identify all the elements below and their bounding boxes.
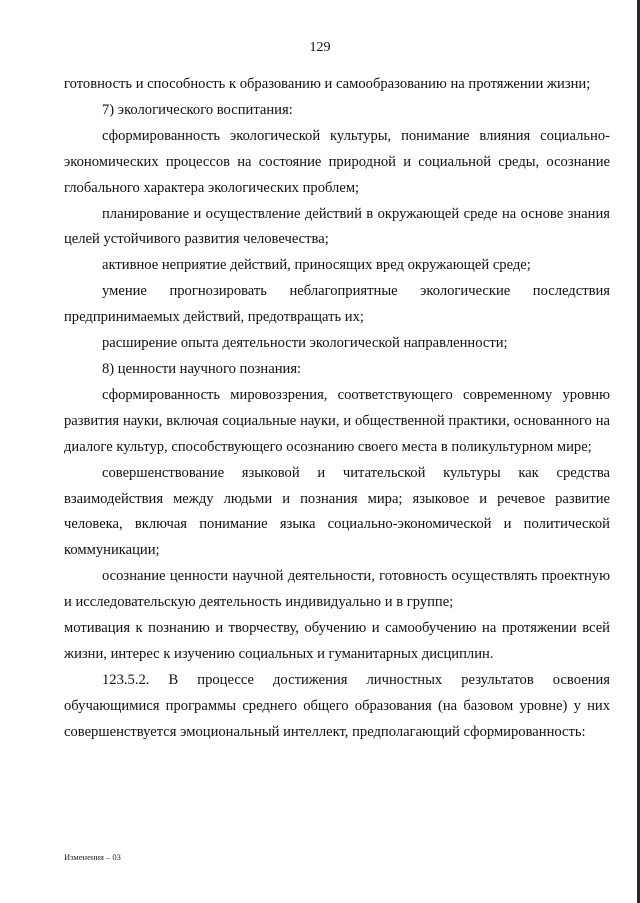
- paragraph-rejection-harm: активное неприятие действий, приносящих вред окружающей среде;: [102, 257, 531, 274]
- paragraph-ecological-culture: сформированность экологической культуры, понимание влияния социально-экономических процессов на состояние природной и социальной среды, осознание глобального характера экологических проблем;: [64, 127, 610, 196]
- paragraph-lifelong-learning: готовность и способность к образованию и самообразованию на протяжении жизни;: [64, 76, 591, 92]
- heading-ecological-education: 7) экологического воспитания:: [102, 101, 293, 118]
- page-number: 129: [309, 40, 331, 55]
- paragraph-section-123-5-2: 123.5.2. В процессе достижения личностных результатов освоения обучающимися программы среднего общего образования (на базовом уровне) у них совершенствуется эмоциональный интеллект, предполагающий сформированность:: [64, 671, 610, 740]
- paragraph-research-activity: осознание ценности научной деятельности, готовность осуществлять проектную и исследовательскую деятельность индивидуально и в группе;: [64, 568, 610, 611]
- paragraph-forecast-consequences: умение прогнозировать неблагоприятные экологические последствия предпринимаемых действий, предотвращать их;: [64, 283, 610, 326]
- heading-scientific-knowledge: 8) ценности научного познания:: [102, 360, 302, 377]
- paragraph-experience-expansion: расширение опыта деятельности экологической направленности;: [102, 335, 508, 352]
- paragraph-motivation: мотивация к познанию и творчеству, обучению и самообучению на протяжении всей жизни, интерес к изучению социальных и гуманитарных дисциплин.: [64, 620, 610, 662]
- paragraph-planning-actions: планирование и осуществление действий в окружающей среде на основе знания целей устойчивого развития человечества;: [64, 205, 610, 248]
- paragraph-language-culture: совершенствование языковой и читательской культуры как средства взаимодействия между людьми и познания мира; языковое и речевое развитие человека, включая понимание языка социально-экономической и политической коммуникации;: [64, 464, 610, 559]
- body-text: [64, 72, 610, 746]
- footer-revision-note: Изменения – 03: [64, 852, 121, 862]
- paragraph-worldview: сформированность мировоззрения, соответствующего современному уровню развития науки, включая социальные науки, и общественной практики, основанного на диалоге культур, способствующего осознанию своего места в поликультурном мире;: [64, 386, 610, 455]
